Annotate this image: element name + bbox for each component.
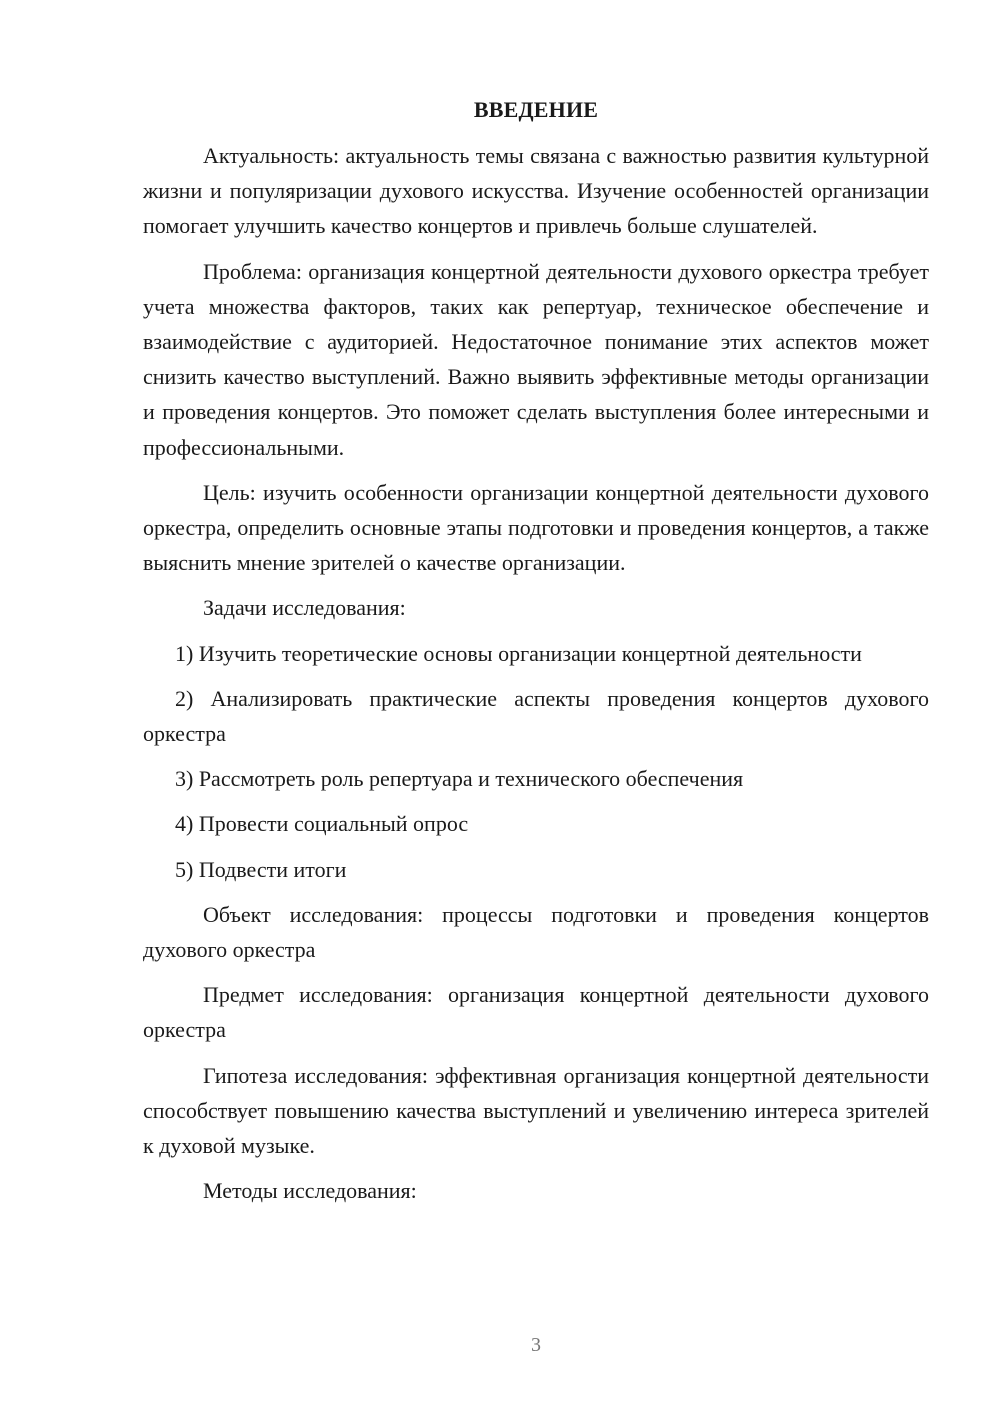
task-item-2: 2) Анализировать практические аспекты проведения концертов духового оркестра <box>143 685 929 747</box>
section-title: ВВЕДЕНИЕ <box>473 97 599 122</box>
page-content <box>143 96 929 1208</box>
hypothesis-paragraph: Гипотеза исследования: эффективная организация концертной деятельности способствует повышению качества выступлений и увеличению интереса зрителей к духовой музыке. <box>143 1062 929 1159</box>
page-number: 3 <box>531 1334 541 1356</box>
subject-paragraph: Предмет исследования: организация концертной деятельности духового оркестра <box>143 982 929 1043</box>
relevance-paragraph: Актуальность: актуальность темы связана с важностью развития культурной жизни и популяризации духового искусства. Изучение особенностей организации помогает улучшить качество концертов и привлечь больше слушателей. <box>143 143 929 239</box>
methods-heading: Методы исследования: <box>203 1178 417 1204</box>
goal-paragraph: Цель: изучить особенности организации концертной деятельности духового оркестра, определить основные этапы подготовки и проведения концертов, а также выяснить мнение зрителей о качестве организации. <box>143 479 929 576</box>
task-item-1: 1) Изучить теоретические основы организации концертной деятельности <box>175 640 862 666</box>
tasks-heading: Задачи исследования: <box>203 595 406 621</box>
object-paragraph: Объект исследования: процессы подготовки и проведения концертов духового оркестра <box>143 901 929 963</box>
problem-paragraph: Проблема: организация концертной деятельности духового оркестра требует учета множества факторов, таких как репертуар, техническое обеспечение и взаимодействие с аудиторией. Недостаточное понимание этих аспектов может снизить качество выступлений. Важно выявить эффективные методы организации и проведения концертов. Это поможет сделать выступления более интересными и профессиональными. <box>143 258 929 460</box>
task-item-3: 3) Рассмотреть роль репертуара и технического обеспечения <box>175 766 744 792</box>
task-item-4: 4) Провести социальный опрос <box>175 811 469 837</box>
task-item-5: 5) Подвести итоги <box>175 856 347 882</box>
